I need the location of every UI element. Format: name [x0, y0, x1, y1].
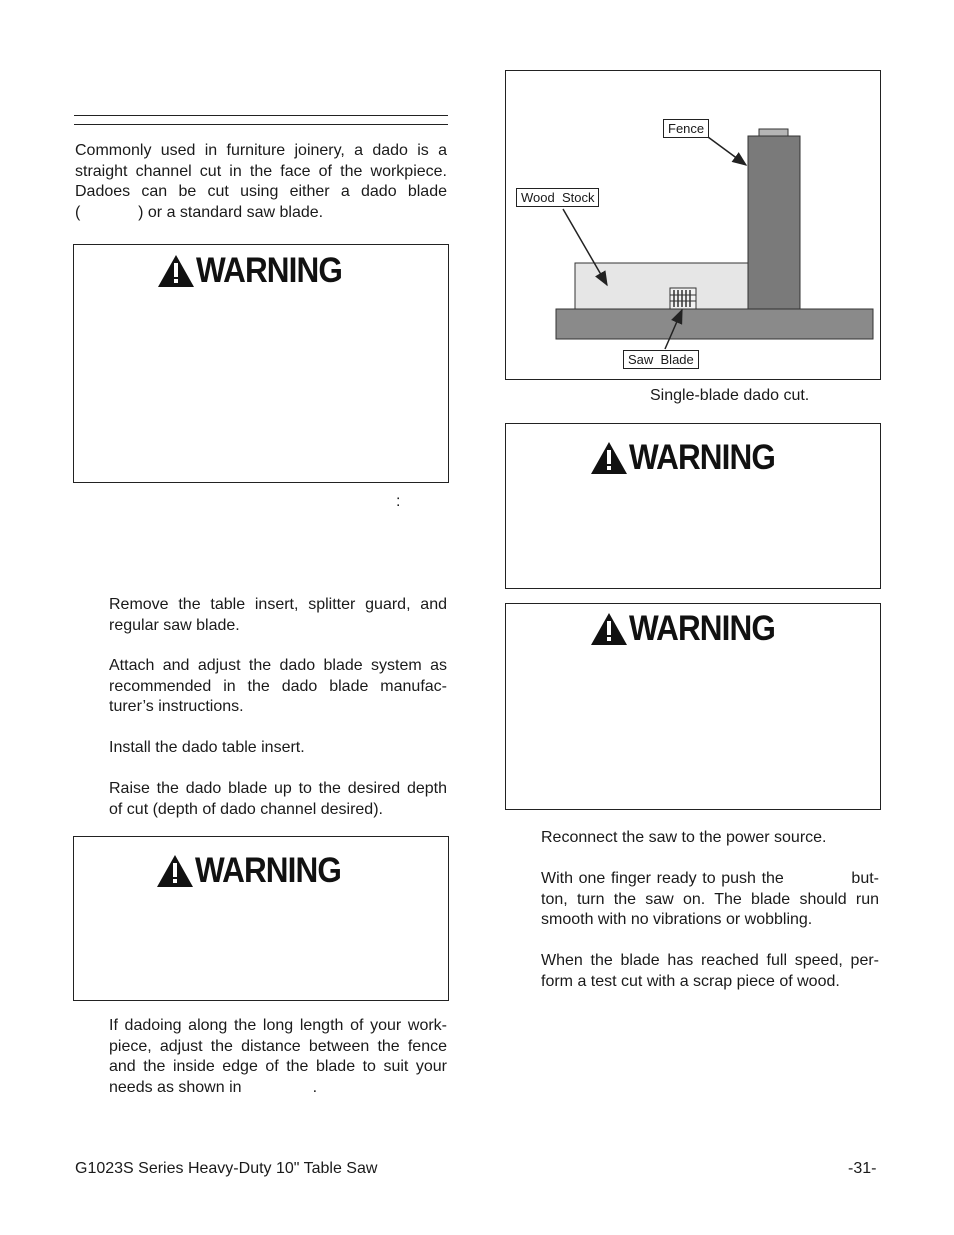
- intro-line: Commonly used in furniture joinery, a dado is a: [75, 142, 447, 159]
- warning-triangle-icon: [157, 254, 195, 288]
- step-turn-on: [541, 869, 879, 931]
- step-attach-dado: [109, 656, 447, 718]
- saw-blade: [670, 288, 696, 309]
- warning-triangle-icon: [590, 441, 628, 475]
- figure-caption: Single-blade dado cut.: [650, 387, 810, 404]
- step-line: recommended in the dado blade manufac-: [109, 677, 447, 695]
- dado-figure: [505, 70, 881, 380]
- warning-label: WARNING: [629, 609, 775, 648]
- step-line: regular saw blade.: [109, 616, 240, 634]
- colon-fragment: :: [396, 493, 401, 510]
- step-line: form a test cut with a scrap piece of wood.: [541, 972, 840, 990]
- step-line: If dadoing along the long length of your work-: [109, 1017, 447, 1034]
- step-install-insert: [109, 738, 447, 759]
- heading-rule-top: [74, 115, 448, 116]
- step-line: When the blade has reached full speed, per-: [541, 952, 879, 969]
- footer-title: G1023S Series Heavy-Duty 10" Table Saw: [75, 1160, 378, 1177]
- wood-stock: [575, 263, 748, 309]
- step-line: smooth with no vibrations or wobbling.: [541, 911, 813, 928]
- warning-header: [590, 438, 791, 478]
- intro-line: Dadoes can be cut using either a dado blade: [75, 183, 447, 200]
- warning-box-3: [505, 423, 881, 589]
- saw-table: [556, 309, 873, 339]
- intro-line: straight channel cut in the face of the workpiece.: [75, 162, 447, 180]
- warning-box-4: [505, 603, 881, 810]
- warning-header: [590, 609, 791, 649]
- step-line: With one finger ready to push the but-: [541, 870, 879, 887]
- warning-label: WARNING: [196, 251, 342, 290]
- step-test-cut: [541, 951, 879, 992]
- warning-triangle-icon: [590, 612, 628, 646]
- step-line: Reconnect the saw to the power source.: [541, 829, 827, 846]
- heading-rule-bottom: [74, 124, 448, 125]
- step-line: Raise the dado blade up to the desired depth: [109, 780, 447, 797]
- fence: [748, 136, 800, 309]
- step-line: of cut (depth of dado channel desired).: [109, 800, 383, 818]
- warning-triangle-icon: [156, 854, 194, 888]
- warning-header: [157, 251, 358, 291]
- intro-line: ( ) or a standard saw blade.: [75, 203, 324, 221]
- step-line: turer’s instructions.: [109, 698, 244, 715]
- warning-header: [156, 851, 357, 891]
- step-remove-insert: [109, 595, 447, 636]
- step-line: piece, adjust the distance between the fence: [109, 1037, 447, 1055]
- warning-box-2: [73, 836, 449, 1001]
- warning-label: WARNING: [629, 438, 775, 477]
- wood-stock-label: Wood Stock: [516, 188, 599, 207]
- dado-cut-diagram: [506, 71, 879, 378]
- page-number: -31-: [848, 1160, 877, 1177]
- step-line: ton, turn the saw on. The blade should run: [541, 890, 879, 908]
- step-reconnect: [541, 828, 879, 849]
- warning-box-1: [73, 244, 449, 483]
- step-adjust-fence: [109, 1016, 447, 1098]
- step-raise-blade: [109, 779, 447, 820]
- fence-cap: [759, 129, 788, 136]
- fence-leader: [708, 137, 746, 165]
- step-line: and the inside edge of the blade to suit your: [109, 1058, 447, 1075]
- fence-label: Fence: [663, 119, 709, 138]
- step-line: Remove the table insert, splitter guard, and: [109, 596, 447, 613]
- step-line: Install the dado table insert.: [109, 739, 305, 756]
- warning-label: WARNING: [195, 851, 341, 890]
- intro-paragraph: [75, 141, 447, 223]
- saw-blade-label: Saw Blade: [623, 350, 699, 369]
- step-line: needs as shown in .: [109, 1078, 318, 1096]
- step-line: Attach and adjust the dado blade system as: [109, 657, 447, 674]
